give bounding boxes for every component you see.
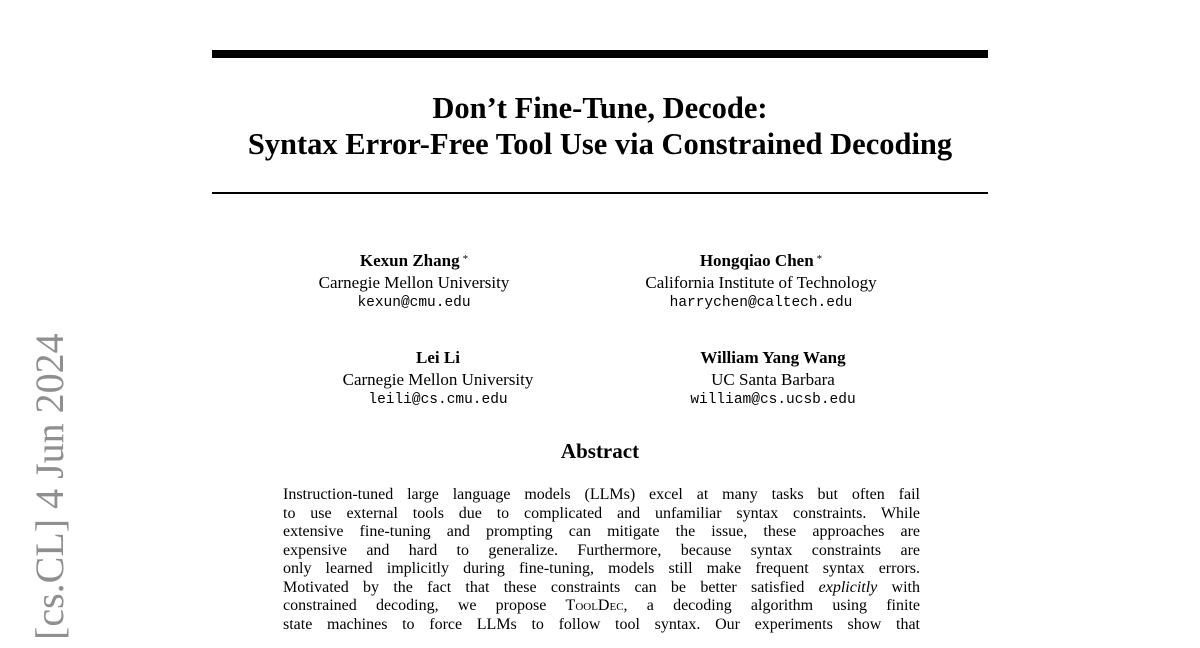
title-line-2: Syntax Error-Free Tool Use via Constrained Decoding: [247, 127, 953, 161]
abstract-text: , a decoding algorithm using finite: [623, 597, 920, 614]
abstract-emphasis: explicitly: [818, 578, 878, 596]
abstract-line: Instruction-tuned large language models (LLMs) excel at many tasks but often fail: [283, 486, 920, 503]
author-block: [613, 347, 933, 412]
title-rule: [212, 192, 988, 194]
author-email: leili@cs.cmu.edu: [368, 392, 508, 408]
abstract-body: [283, 486, 920, 634]
author-name: Hongqiao Chen: [699, 251, 814, 270]
abstract-heading: Abstract: [560, 439, 640, 463]
abstract-line: [283, 597, 920, 616]
paper-title: [200, 90, 1000, 162]
abstract-line: expensive and hard to generalize. Furthermore, because syntax constraints are: [283, 541, 920, 559]
author-name: Kexun Zhang: [359, 251, 460, 270]
author-block: [254, 249, 574, 315]
author-block: [601, 249, 921, 315]
author-email: kexun@cmu.edu: [357, 295, 471, 311]
arxiv-stamp: [cs.CL] 4 Jun 2024: [27, 333, 72, 640]
method-name: ToolDec: [565, 597, 624, 614]
author-affiliation: UC Santa Barbara: [711, 369, 835, 389]
author-name: Lei Li: [416, 348, 460, 367]
abstract-line: extensive fine-tuning and prompting can mitigate the issue, these approaches are: [283, 523, 920, 540]
author-email: harrychen@caltech.edu: [669, 295, 853, 311]
abstract-line: state machines to force LLMs to follow tool syntax. Our experiments show that: [283, 615, 920, 633]
author-affiliation: Carnegie Mellon University: [342, 369, 534, 389]
author-block: [278, 347, 598, 412]
author-name: William Yang Wang: [700, 348, 846, 367]
equal-contribution-mark: *: [462, 253, 469, 265]
abstract-text: constrained decoding, we propose: [283, 597, 566, 614]
equal-contribution-mark: *: [816, 253, 823, 265]
abstract-text: Motivated by the fact that these constraints can be better satisfied: [283, 578, 819, 596]
author-email: william@cs.ucsb.edu: [690, 392, 856, 408]
abstract-line: only learned implicitly during fine-tuning, models still make frequent syntax errors.: [283, 560, 920, 577]
abstract-text: with: [877, 578, 920, 596]
abstract-line: to use external tools due to complicated and unfamiliar syntax constraints. While: [283, 504, 920, 522]
top-rule: [212, 50, 988, 58]
abstract-line: [283, 579, 920, 598]
title-line-1: Don’t Fine-Tune, Decode:: [432, 91, 768, 125]
author-affiliation: California Institute of Technology: [645, 272, 877, 292]
author-affiliation: Carnegie Mellon University: [318, 272, 510, 292]
